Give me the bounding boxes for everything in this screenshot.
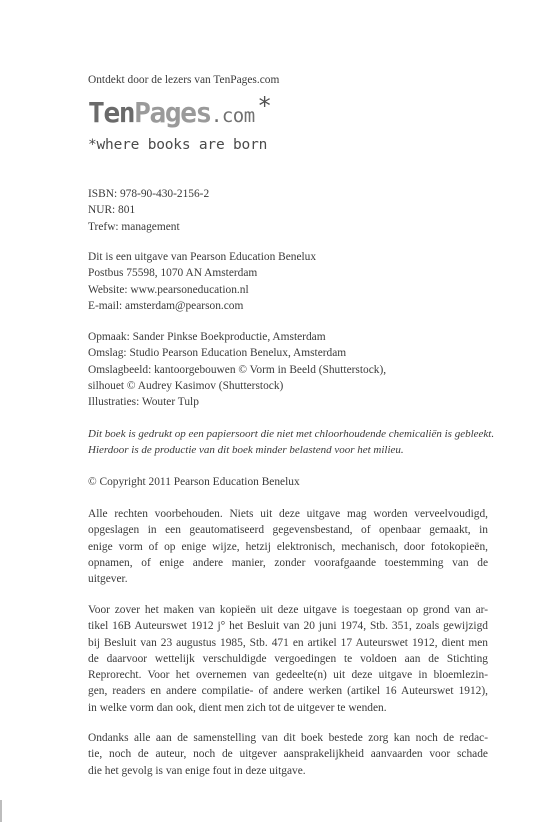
logo-ten: Ten <box>88 96 135 129</box>
credit-silhouette: silhouet © Audrey Kasimov (Shutterstock) <box>88 379 284 392</box>
paragraph-line: enige vorm of op enige wijze, hetzij elektronisch, mechanisch, door fotokopieën, <box>88 540 488 553</box>
keywords-line: Trefw: management <box>88 220 180 233</box>
paragraph-line: Ondanks alle aan de samenstelling van dit boek bestede zorg kan noch de redac- <box>88 732 488 744</box>
paragraph-line: tie, noch de auteur, noch de uitgever aansprakelijkheid aanvaarden voor schade <box>88 748 488 761</box>
discovered-text: Ontdekt door de lezers van TenPages.com <box>88 74 280 86</box>
liability-paragraph <box>88 730 488 779</box>
copyright-line <box>88 474 488 490</box>
isbn-line: ISBN: 978-90-430-2156-2 <box>88 188 210 200</box>
paragraph-line: in welke vorm dan ook, dient men zich tot de uitgever te wenden. <box>88 701 387 714</box>
paragraph-line: gen, readers en andere compilatie- of andere werken (artikel 16 Auteurswet 1912), <box>88 685 488 698</box>
paragraph-line: Voor zover het maken van kopieën uit deze uitgave is toegestaan op grond van ar- <box>88 604 488 616</box>
logo-star: * <box>258 92 271 120</box>
page-edge-mark <box>0 800 2 822</box>
nur-line: NUR: 801 <box>88 204 136 217</box>
discovered-by-line <box>88 72 488 88</box>
credits-block <box>88 329 488 410</box>
paragraph-line: uitgever. <box>88 573 128 586</box>
credit-cover: Omslag: Studio Pearson Education Benelux, Amsterdam <box>88 347 347 360</box>
paragraph-line: de daarvoor wettelijk verschuldigde vergoedingen te voldoen aan de Stichting <box>88 652 488 665</box>
book-info-block <box>88 186 488 235</box>
logo-pages: Pages <box>134 96 211 129</box>
paper-notice <box>88 426 518 459</box>
paragraph-line: bij Besluit van 23 augustus 1985, Stb. 471 en artikel 17 Auteurswet 1912, dient men <box>88 636 488 649</box>
paragraph-line: opnamen, of enige andere manier, zonder voorafgaande toestemming van de <box>88 556 488 569</box>
paragraph-line: opgeslagen in een geautomatiseerd gegevensbestand, of openbaar gemaakt, in <box>88 524 488 537</box>
credit-illustrations: Illustraties: Wouter Tulp <box>88 396 199 409</box>
paper-notice-line: Hierdoor is de productie van dit boek minder belastend voor het milieu. <box>88 444 404 457</box>
tenpages-logo <box>88 92 271 130</box>
paragraph-line: tikel 16B Auteurswet 1912 j° het Besluit van 20 juni 1974, Stb. 351, zoals gewijzigd <box>88 620 488 633</box>
credit-cover-image: Omslagbeeld: kantoorgebouwen © Vorm in Beeld (Shutterstock), <box>88 363 387 376</box>
publisher-line: Dit is een uitgave van Pearson Education Benelux <box>88 251 317 263</box>
logo-com: .com <box>210 105 255 127</box>
logo-tagline: *where books are born <box>88 137 268 153</box>
publisher-block <box>88 249 488 314</box>
email-line: E-mail: amsterdam@pearson.com <box>88 299 244 312</box>
postbus-line: Postbus 75598, 1070 AN Amsterdam <box>88 267 258 280</box>
copyright-text: © Copyright 2011 Pearson Education Benelux <box>88 476 300 488</box>
paragraph-line: Reprorecht. Voor het overnemen van gedeelte(n) uit deze uitgave in bloemlezin- <box>88 669 488 682</box>
rights-paragraph <box>88 506 488 587</box>
paper-notice-line: Dit boek is gedrukt op een papiersoort die niet met chloorhoudende chemicaliën is gebleekt. <box>88 428 495 440</box>
paragraph-line: die het gevolg is van enige fout in deze uitgave. <box>88 764 306 777</box>
paragraph-line: Alle rechten voorbehouden. Niets uit deze uitgave mag worden verveelvoudigd, <box>88 508 488 520</box>
credit-layout: Opmaak: Sander Pinkse Boekproductie, Amsterdam <box>88 331 326 343</box>
copy-paragraph <box>88 602 488 716</box>
website-line: Website: www.pearsoneducation.nl <box>88 283 249 296</box>
